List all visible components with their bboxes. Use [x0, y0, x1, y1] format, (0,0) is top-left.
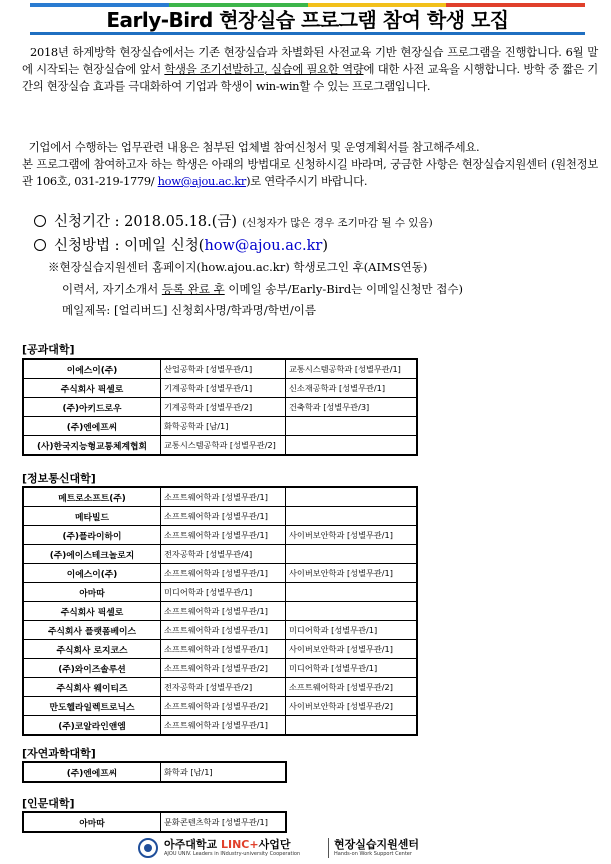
- company-name-cell: 아마따: [23, 812, 161, 832]
- table-row: [23, 812, 286, 832]
- department-cell: [286, 716, 418, 736]
- company-name-cell: 메타빌드: [23, 507, 161, 526]
- department-cell: 소프트웨어학과 [성별무관/1]: [161, 602, 286, 621]
- apply-period-note: (신청자가 많은 경우 조기마감 될 수 있음): [242, 217, 433, 229]
- engineering-table: [22, 358, 418, 456]
- color-bar-blue: [30, 3, 169, 7]
- mail-subject-format: 메일제목: [얼리버드] 신청회사명/학과명/학번/이름: [62, 303, 316, 317]
- department-cell: 사이버보안학과 [성별무관/1]: [286, 564, 418, 583]
- footer-right-title: 현장실습지원센터: [334, 838, 420, 851]
- table-row: [23, 398, 417, 417]
- table-row: [23, 621, 417, 640]
- department-cell: 미디어학과 [성별무관/1]: [161, 583, 286, 602]
- section-title-ict: [정보통신대학]: [22, 472, 96, 485]
- company-name-cell: (주)에이스테크놀로지: [23, 545, 161, 564]
- section-title-natural-science: [자연과학대학]: [22, 747, 96, 760]
- table-row: [23, 762, 286, 782]
- footer-program: 사업단: [258, 838, 291, 851]
- apply-method: [34, 234, 328, 255]
- section-title-engineering: [공과대학]: [22, 343, 75, 356]
- color-bar-green: [169, 3, 308, 7]
- footer-linc: LINC+: [220, 838, 259, 851]
- table-row: [23, 716, 417, 736]
- department-cell: [286, 545, 418, 564]
- table-row: [23, 487, 417, 507]
- page-title: Early-Bird 현장실습 프로그램 참여 학생 모집: [30, 8, 585, 35]
- table-row: [23, 379, 417, 398]
- department-cell: 소프트웨어학과 [성별무관/2]: [161, 659, 286, 678]
- department-cell: [286, 487, 418, 507]
- color-bar: [30, 3, 585, 7]
- apply-email-link[interactable]: how@ajou.ac.kr: [204, 238, 323, 254]
- department-cell: [286, 436, 418, 456]
- intro-text-underlined: 학생을 조기선발하고, 실습에 필요한 역량: [164, 62, 364, 76]
- department-cell: [286, 602, 418, 621]
- company-name-cell: 주식회사 플랫폼베이스: [23, 621, 161, 640]
- table-row: [23, 640, 417, 659]
- department-cell: [286, 507, 418, 526]
- circle-bullet-icon: [34, 215, 46, 227]
- table-row: [23, 659, 417, 678]
- company-name-cell: 주식회사 픽셀로: [23, 379, 161, 398]
- company-name-cell: (사)한국지능형교통체계협회: [23, 436, 161, 456]
- company-name-cell: (주)엔에프씨: [23, 762, 161, 782]
- company-name-cell: 메트로소프트(주): [23, 487, 161, 507]
- company-name-cell: 만도헬라일렉트로닉스: [23, 697, 161, 716]
- natural-science-table: [22, 761, 287, 783]
- apply-note-1: ※현장실습지원센터 홈페이지(how.ajou.ac.kr) 학생로그인 후(AIMS연동): [48, 260, 428, 274]
- company-name-cell: 주식회사 픽셀로: [23, 602, 161, 621]
- department-cell: 소프트웨어학과 [성별무관/1]: [161, 564, 286, 583]
- table-row: [23, 417, 417, 436]
- footer: [138, 836, 468, 862]
- company-name-cell: (주)와이즈솔루션: [23, 659, 161, 678]
- ict-table: [22, 486, 418, 736]
- apply-method-label: 신청방법 : 이메일 신청(: [54, 238, 205, 254]
- department-cell: 사이버보안학과 [성별무관/1]: [286, 526, 418, 545]
- section-title-humanities: [인문대학]: [22, 797, 75, 810]
- department-cell: 소프트웨어학과 [성별무관/2]: [161, 697, 286, 716]
- intro-contact-text: 본 프로그램에 참여하고자 하는 학생은 아래의 방법대로 신청하시길 바라며, 궁금한 사항은 현장실습지원센터 (원천정보관 106호, 031-219-1779/: [22, 157, 598, 188]
- department-cell: 문화콘텐츠학과 [성별무관/1]: [161, 812, 287, 832]
- department-cell: 전자공학과 [성별무관/4]: [161, 545, 286, 564]
- table-row: [23, 545, 417, 564]
- department-cell: [286, 583, 418, 602]
- intro-contact-end: )로 연락주시기 바랍니다.: [246, 174, 368, 188]
- department-cell: 신소재공학과 [성별무관/1]: [286, 379, 418, 398]
- department-cell: 소프트웨어학과 [성별무관/1]: [161, 640, 286, 659]
- color-bar-yellow: [308, 3, 447, 7]
- intro-paragraph-2: [22, 139, 598, 190]
- company-name-cell: (주)엔에프씨: [23, 417, 161, 436]
- apply-note-2: [62, 281, 463, 297]
- intro-text-b: 에 대한 사전 교육을 시행합니다. 방학 중 짧은 기간의 현장실습 효과를 극대화하여 기업과 학생이 win-win할 수 있는 프로그램입니다.: [22, 62, 598, 93]
- department-cell: 미디어학과 [성별무관/1]: [286, 659, 418, 678]
- ajou-logo-icon: [138, 838, 158, 858]
- department-cell: 교통시스템공학과 [성별무관/1]: [286, 359, 418, 379]
- department-cell: 전자공학과 [성별무관/2]: [161, 678, 286, 697]
- department-cell: 화학공학과 [남/1]: [161, 417, 286, 436]
- circle-bullet-icon: [34, 239, 46, 251]
- company-name-cell: 이에스이(주): [23, 564, 161, 583]
- intro-paragraph-1: [22, 44, 598, 95]
- apply-period: [34, 210, 433, 231]
- department-cell: 기계공학과 [성별무관/1]: [161, 379, 286, 398]
- department-cell: 산업공학과 [성별무관/1]: [161, 359, 286, 379]
- department-cell: 미디어학과 [성별무관/1]: [286, 621, 418, 640]
- table-row: [23, 678, 417, 697]
- department-cell: 교통시스템공학과 [성별무관/2]: [161, 436, 286, 456]
- department-cell: [286, 417, 418, 436]
- table-row: [23, 507, 417, 526]
- company-name-cell: (주)아키드로우: [23, 398, 161, 417]
- company-name-cell: (주)코알라인앤엠: [23, 716, 161, 736]
- table-row: [23, 359, 417, 379]
- table-row: [23, 583, 417, 602]
- department-cell: 건축학과 [성별무관/3]: [286, 398, 418, 417]
- table-row: [23, 526, 417, 545]
- intro-reference-text: 기업에서 수행하는 업무관련 내용은 첨부된 업체별 참여신청서 및 운영계획서를 참고해주세요.: [28, 140, 480, 154]
- company-name-cell: 이에스이(주): [23, 359, 161, 379]
- company-name-cell: 주식회사 웨이티즈: [23, 678, 161, 697]
- apply-note-2b: 이메일 송부/Early-Bird는 이메일신청만 접수): [224, 282, 464, 296]
- department-cell: 사이버보안학과 [성별무관/2]: [286, 697, 418, 716]
- department-cell: 사이버보안학과 [성별무관/1]: [286, 640, 418, 659]
- intro-text-a: 2018년 하계방학 현장실습에서는 기존 현장실습과 차별화된 사전교육 기반 현장실습 프로그램을 진행합니다. 6월 말에 시작되는 현장실습에 앞서: [22, 45, 598, 76]
- department-cell: 소프트웨어학과 [성별무관/1]: [161, 507, 286, 526]
- department-cell: 소프트웨어학과 [성별무관/2]: [286, 678, 418, 697]
- department-cell: 소프트웨어학과 [성별무관/1]: [161, 526, 286, 545]
- company-name-cell: 주식회사 로지코스: [23, 640, 161, 659]
- footer-left-title: [164, 836, 290, 852]
- footer-divider: [328, 838, 329, 858]
- humanities-table: [22, 811, 287, 833]
- department-cell: 소프트웨어학과 [성별무관/1]: [161, 716, 286, 736]
- company-name-cell: (주)플라이하이: [23, 526, 161, 545]
- table-row: [23, 564, 417, 583]
- table-row: [23, 697, 417, 716]
- table-row: [23, 602, 417, 621]
- department-cell: 기계공학과 [성별무관/2]: [161, 398, 286, 417]
- footer-right-subtitle: Hands-on Work Support Center: [334, 851, 412, 857]
- footer-left-subtitle: AJOU UNIV. Leaders in INdustry-university Cooperation: [164, 851, 301, 857]
- apply-period-label: 신청기간 : 2018.05.18.(금): [54, 214, 238, 230]
- department-cell: 소프트웨어학과 [성별무관/1]: [161, 487, 286, 507]
- title-banner: [30, 3, 585, 33]
- apply-note-2a: 이력서, 자기소개서: [62, 282, 162, 296]
- contact-email-link[interactable]: how@ajou.ac.kr: [157, 174, 247, 188]
- footer-univ: 아주대학교: [164, 838, 221, 851]
- department-cell: 소프트웨어학과 [성별무관/1]: [161, 621, 286, 640]
- department-cell: 화학과 [남/1]: [161, 762, 287, 782]
- color-bar-red: [446, 3, 585, 7]
- company-name-cell: 아마따: [23, 583, 161, 602]
- apply-note-2-underlined: 등록 완료 후: [161, 282, 225, 296]
- apply-method-close: ): [322, 238, 328, 254]
- table-row: [23, 436, 417, 456]
